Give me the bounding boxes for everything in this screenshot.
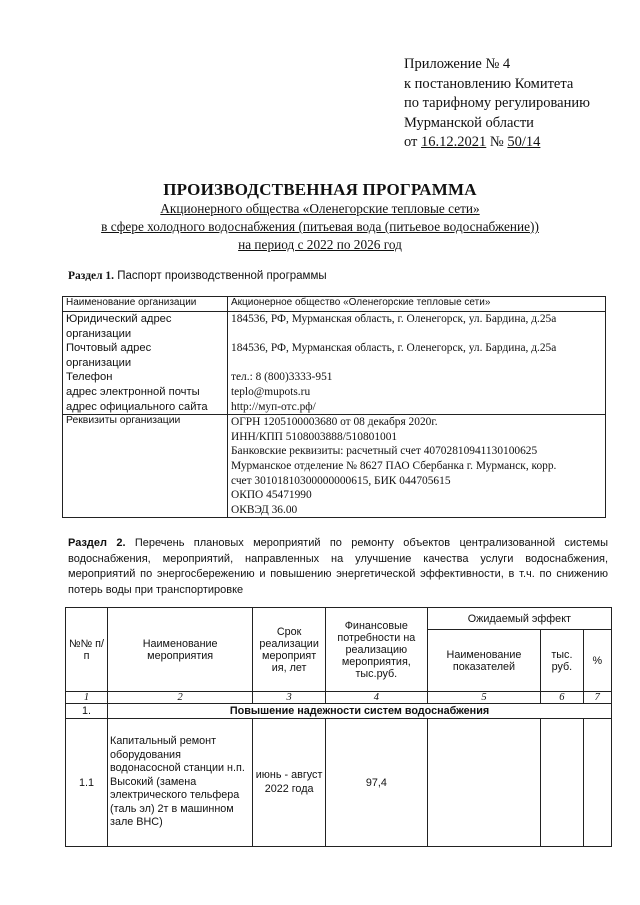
section1-text: Паспорт производственной программы <box>114 270 327 282</box>
website-value: http://муп-отс.рф/ <box>231 400 316 413</box>
value-spacer <box>231 356 602 371</box>
document-subtitle-org: Акционерного общества «Оленегорские тепловые сети» <box>160 201 480 216</box>
section1-heading <box>68 270 327 282</box>
requisites-values <box>228 415 606 518</box>
requisite-line: Банковские реквизиты: расчетный счет 40702810941130100625 <box>231 445 538 458</box>
row-name: Капитальный ремонт оборудования водонасосной станции н.п. Высокий (замена электрического тельфера (таль эл) 2т в машинном зале ВНС) <box>108 719 253 847</box>
table-row <box>66 719 612 847</box>
appendix-number: 50/14 <box>507 134 541 150</box>
passport-contact-values <box>228 312 606 415</box>
appendix-from: от <box>404 134 422 150</box>
document-subtitle-period: на период с 2022 по 2026 год <box>238 237 402 252</box>
col-number: 2 <box>108 692 253 704</box>
header-thousand-rub: тыс. руб. <box>541 630 583 692</box>
header-indicators: Наименование показателей <box>427 630 541 692</box>
passport-header-label: Наименование организации <box>63 297 228 312</box>
appendix-num-prefix: № <box>486 134 508 150</box>
col-number: 3 <box>253 692 326 704</box>
passport-contacts-row <box>63 312 606 415</box>
row-number: 1.1 <box>66 719 108 847</box>
col-number: 1 <box>66 692 108 704</box>
requisite-line: Мурманское отделение № 8627 ПАО Сбербанка г. Мурманск, корр. <box>231 459 557 472</box>
passport-header-value: Акционерное общество «Оленегорские тепловые сети» <box>228 297 606 312</box>
header-name: Наименование мероприятия <box>108 608 253 692</box>
passport-requisites-row <box>63 415 606 518</box>
section2-text: Перечень плановых мероприятий по ремонту объектов централизованной системы водоснабжения, мероприятий, направленных на улучшение качества услуги водоснабжения, мероприятий по энергосбережению и повышению энергетической эффективности, в т.ч. по снижению потерь воды при транспортировке <box>68 537 608 596</box>
header-effect: Ожидаемый эффект <box>427 608 611 630</box>
section-row <box>66 704 612 719</box>
label-line: организации <box>66 356 132 369</box>
row-financing: 97,4 <box>325 719 427 847</box>
document-subtitle-sphere: в сфере холодного водоснабжения (питьевая вода (питьевое водоснабжение)) <box>101 219 539 234</box>
passport-contact-labels <box>63 312 228 415</box>
row-thousand-rub <box>541 719 583 847</box>
label-line: адрес официального сайта <box>66 400 208 413</box>
email-value: teplo@mupots.ru <box>231 385 311 398</box>
section-number: 1. <box>66 704 108 719</box>
passport-table <box>62 296 606 518</box>
program-table <box>65 607 612 847</box>
header-percent: % <box>583 630 611 692</box>
appendix-line: Приложение № 4 <box>404 56 511 72</box>
phone-value: тел.: 8 (800)3333-951 <box>231 371 333 384</box>
row-indicators <box>427 719 541 847</box>
requisite-line: ИНН/КПП 5108003888/510801001 <box>231 430 398 443</box>
section2-label: Раздел 2. <box>68 537 126 549</box>
requisite-line: ОГРН 1205100003680 от 08 декабря 2020г. <box>231 416 438 429</box>
col-number: 7 <box>583 692 611 704</box>
appendix-date: 16.12.2021 <box>421 134 487 150</box>
header-num: №№ п/п <box>66 608 108 692</box>
appendix-date-line <box>404 133 590 153</box>
section2-paragraph <box>68 536 608 598</box>
postal-address: 184536, РФ, Мурманская область, г. Оленегорск, ул. Бардина, д.25а <box>231 342 557 355</box>
label-line: адрес электронной почты <box>66 385 200 398</box>
col-number: 4 <box>325 692 427 704</box>
program-header-row-1 <box>66 608 612 630</box>
appendix-block <box>404 55 590 153</box>
col-number: 6 <box>541 692 583 704</box>
label-line: организации <box>66 327 132 340</box>
label-line: Телефон <box>66 371 113 384</box>
requisite-line: ОКВЭД 36.00 <box>231 503 298 516</box>
requisite-line: счет 30101810300000000615, БИК 044705615 <box>231 474 451 487</box>
appendix-line: по тарифному регулированию <box>404 95 590 111</box>
section-title: Повышение надежности систем водоснабжения <box>108 704 612 719</box>
requisites-label: Реквизиты организации <box>63 415 228 518</box>
document-title: ПРОИЗВОДСТВЕННАЯ ПРОГРАММА <box>163 180 477 199</box>
label-line: Почтовый адрес <box>66 342 152 355</box>
header-financing: Финансовые потребности на реализацию мероприятия, тыс.руб. <box>325 608 427 692</box>
legal-address: 184536, РФ, Мурманская область, г. Оленегорск, ул. Бардина, д.25а <box>231 313 557 325</box>
requisite-line: ОКПО 45471990 <box>231 489 312 502</box>
label-line: Юридический адрес <box>66 313 172 325</box>
value-spacer <box>231 327 602 342</box>
section1-label: Раздел 1. <box>68 270 115 282</box>
appendix-line: к постановлению Комитета <box>404 75 574 92</box>
header-term: Срок реализации мероприят ия, лет <box>253 608 326 692</box>
row-term: июнь - август 2022 года <box>253 719 326 847</box>
passport-header-row <box>63 297 606 312</box>
column-number-row <box>66 692 612 704</box>
row-percent <box>583 719 611 847</box>
appendix-line: Мурманской области <box>404 114 534 131</box>
col-number: 5 <box>427 692 541 704</box>
